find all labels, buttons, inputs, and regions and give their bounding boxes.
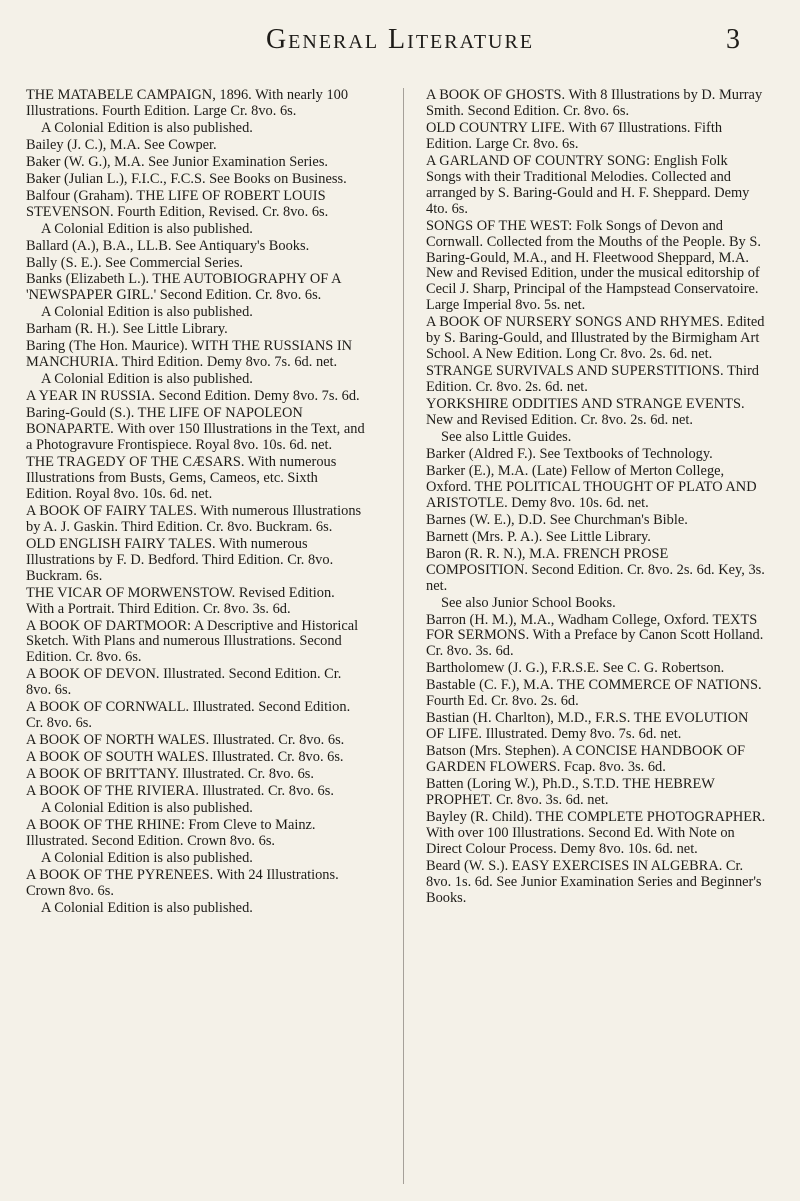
catalogue-entry: Beard (W. S.). EASY EXERCISES IN ALGEBRA. Cr. 8vo. 1s. 6d. See Junior Examination Series and Beginner's Books. — [426, 857, 762, 906]
catalogue-entry: Barnett (Mrs. P. A.). See Little Library. — [426, 528, 651, 545]
catalogue-entry: THE VICAR OF MORWENSTOW. Revised Edition. With a Portrait. Third Edition. Cr. 8vo. 3s. 6d. — [26, 584, 335, 617]
catalogue-entry: Baring (The Hon. Maurice). WITH THE RUSSIANS IN MANCHURIA. Third Edition. Demy 8vo. 7s. 6d. net. — [26, 338, 353, 371]
catalogue-entry: THE MATABELE CAMPAIGN, 1896. With nearly 100 Illustrations. Fourth Edition. Large Cr. 8vo. 6s. — [26, 87, 349, 119]
catalogue-entry: Ballard (A.), B.A., LL.B. See Antiquary's Books. — [26, 237, 310, 254]
catalogue-entry: STRANGE SURVIVALS AND SUPERSTITIONS. Third Edition. Cr. 8vo. 2s. 6d. net. — [426, 363, 759, 396]
catalogue-entry: Baker (W. G.), M.A. See Junior Examination Series. — [26, 153, 329, 170]
catalogue-entry: A BOOK OF DEVON. Illustrated. Second Edition. Cr. 8vo. 6s. — [26, 666, 342, 699]
column-divider — [403, 88, 404, 1184]
catalogue-entry: A BOOK OF FAIRY TALES. With numerous Illustrations by A. J. Gaskin. Third Edition. Cr. 8vo. Buckram. 6s. — [26, 502, 362, 535]
catalogue-entry: Batson (Mrs. Stephen). A CONCISE HANDBOOK OF GARDEN FLOWERS. Fcap. 8vo. 3s. 6d. — [426, 743, 746, 776]
catalogue-entry: A BOOK OF THE PYRENEES. With 24 Illustrations. Crown 8vo. 6s. — [26, 866, 339, 899]
catalogue-entry: A BOOK OF GHOSTS. With 8 Illustrations by D. Murray Smith. Second Edition. Cr. 8vo. 6s. — [426, 87, 763, 119]
catalogue-entry: Barker (Aldred F.). See Textbooks of Technology. — [426, 445, 713, 462]
page-header — [0, 24, 800, 64]
catalogue-entry: A Colonial Edition is also published. — [41, 849, 253, 866]
catalogue-entry: Bailey (J. C.), M.A. See Cowper. — [26, 136, 217, 153]
catalogue-entry: Batten (Loring W.), Ph.D., S.T.D. THE HEBREW PROPHET. Cr. 8vo. 3s. 6d. net. — [426, 776, 715, 808]
catalogue-entry: Barker (E.), M.A. (Late) Fellow of Merton College, Oxford. THE POLITICAL THOUGHT OF PLATO AND ARISTOTLE. Demy 8vo. 10s. 6d. net. — [426, 462, 757, 511]
left-column — [26, 88, 366, 918]
catalogue-entry: A YEAR IN RUSSIA. Second Edition. Demy 8vo. 7s. 6d. — [26, 388, 360, 405]
catalogue-entry: A Colonial Edition is also published. — [41, 899, 253, 916]
catalogue-entry: A Colonial Edition is also published. — [41, 220, 253, 237]
catalogue-entry: Balfour (Graham). THE LIFE OF ROBERT LOUIS STEVENSON. Fourth Edition, Revised. Cr. 8vo. 6s. — [26, 187, 329, 220]
catalogue-entry: A BOOK OF CORNWALL. Illustrated. Second Edition. Cr. 8vo. 6s. — [26, 699, 351, 732]
right-column — [426, 88, 766, 908]
catalogue-entry: Barron (H. M.), M.A., Wadham College, Oxford. TEXTS FOR SERMONS. With a Preface by Canon Scott Holland. Cr. 8vo. 3s. 6d. — [426, 611, 764, 660]
catalogue-entry: A BOOK OF THE RIVIERA. Illustrated. Cr. 8vo. 6s. — [26, 783, 334, 800]
catalogue-entry: Bayley (R. Child). THE COMPLETE PHOTOGRAPHER. With over 100 Illustrations. Second Ed. With Note on Direct Colour Process. Demy 8vo. 10s. 6d. net. — [426, 808, 766, 857]
catalogue-entry: Banks (Elizabeth L.). THE AUTOBIOGRAPHY OF A 'NEWSPAPER GIRL.' Second Edition. Cr. 8vo. 6s. — [26, 271, 341, 304]
catalogue-entry: Bartholomew (J. G.), F.R.S.E. See C. G. Robertson. — [426, 660, 725, 677]
catalogue-entry: Baron (R. R. N.), M.A. FRENCH PROSE COMPOSITION. Second Edition. Cr. 8vo. 2s. 6d. Key, 3s. net. — [426, 545, 765, 594]
catalogue-entry: Baker (Julian L.), F.I.C., F.C.S. See Books on Business. — [26, 170, 347, 187]
catalogue-entry: Bastable (C. F.), M.A. THE COMMERCE OF NATIONS. Fourth Ed. Cr. 8vo. 2s. 6d. — [426, 677, 762, 710]
page-number: 3 — [726, 24, 740, 55]
catalogue-entry: A BOOK OF SOUTH WALES. Illustrated. Cr. 8vo. 6s. — [26, 749, 344, 766]
catalogue-entry: Barham (R. H.). See Little Library. — [26, 321, 228, 338]
catalogue-entry: SONGS OF THE WEST: Folk Songs of Devon and Cornwall. Collected from the Mouths of the People. By S. Baring-Gould, M.A., and H. Fleetwood Sheppard, M.A. New and Revised Edition, under the musical editorship of Cecil J. Sharp, Principal of the Hampstead Conservatoire. Large Imperial 8vo. 5s. net. — [426, 217, 761, 314]
catalogue-entry: A BOOK OF NURSERY SONGS AND RHYMES. Edited by S. Baring-Gould, and Illustrated by the Birmigham Art School. A New Edition. Long Cr. 8vo. 2s. 6d. net. — [426, 314, 765, 363]
catalogue-entry: A GARLAND OF COUNTRY SONG: English Folk Songs with their Traditional Melodies. Collected and arranged by S. Baring-Gould and H. F. Sheppard. Demy 4to. 6s. — [426, 152, 750, 217]
catalogue-entry: Baring-Gould (S.). THE LIFE OF NAPOLEON BONAPARTE. With over 150 Illustrations in the Text, and a Photogravure Frontispiece. Royal 8vo. 10s. 6d. net. — [26, 405, 365, 454]
catalogue-entry: A Colonial Edition is also published. — [41, 799, 253, 816]
catalogue-entry: A BOOK OF NORTH WALES. Illustrated. Cr. 8vo. 6s. — [26, 732, 345, 749]
catalogue-entry: Bastian (H. Charlton), M.D., F.R.S. THE EVOLUTION OF LIFE. Illustrated. Demy 8vo. 7s. 6d. net. — [426, 710, 749, 743]
catalogue-entry: YORKSHIRE ODDITIES AND STRANGE EVENTS. New and Revised Edition. Cr. 8vo. 2s. 6d. net. — [426, 396, 745, 429]
catalogue-entry: Bally (S. E.). See Commercial Series. — [26, 254, 244, 271]
catalogue-entry: A Colonial Edition is also published. — [41, 371, 253, 388]
catalogue-entry: See also Junior School Books. — [441, 594, 616, 611]
catalogue-entry: OLD COUNTRY LIFE. With 67 Illustrations. Fifth Edition. Large Cr. 8vo. 6s. — [426, 119, 723, 152]
catalogue-entry: A Colonial Edition is also published. — [41, 304, 253, 321]
catalogue-entry: THE TRAGEDY OF THE CÆSARS. With numerous Illustrations from Busts, Gems, Cameos, etc. Sixth Edition. Royal 8vo. 10s. 6d. net. — [26, 453, 337, 502]
catalogue-entry: A BOOK OF THE RHINE: From Cleve to Mainz. Illustrated. Second Edition. Crown 8vo. 6s. — [26, 816, 316, 849]
catalogue-entry: A Colonial Edition is also published. — [41, 119, 253, 136]
catalogue-entry: Barnes (W. E.), D.D. See Churchman's Bible. — [426, 511, 688, 528]
running-title: General Literature — [265, 24, 535, 55]
catalogue-entry: A BOOK OF DARTMOOR: A Descriptive and Historical Sketch. With Plans and numerous Illustrations. Second Edition. Cr. 8vo. 6s. — [26, 617, 359, 666]
catalogue-entry: See also Little Guides. — [441, 429, 572, 446]
catalogue-entry: OLD ENGLISH FAIRY TALES. With numerous Illustrations by F. D. Bedford. Third Edition. Cr. 8vo. Buckram. 6s. — [26, 535, 334, 584]
catalogue-entry: A BOOK OF BRITTANY. Illustrated. Cr. 8vo. 6s. — [26, 766, 314, 783]
